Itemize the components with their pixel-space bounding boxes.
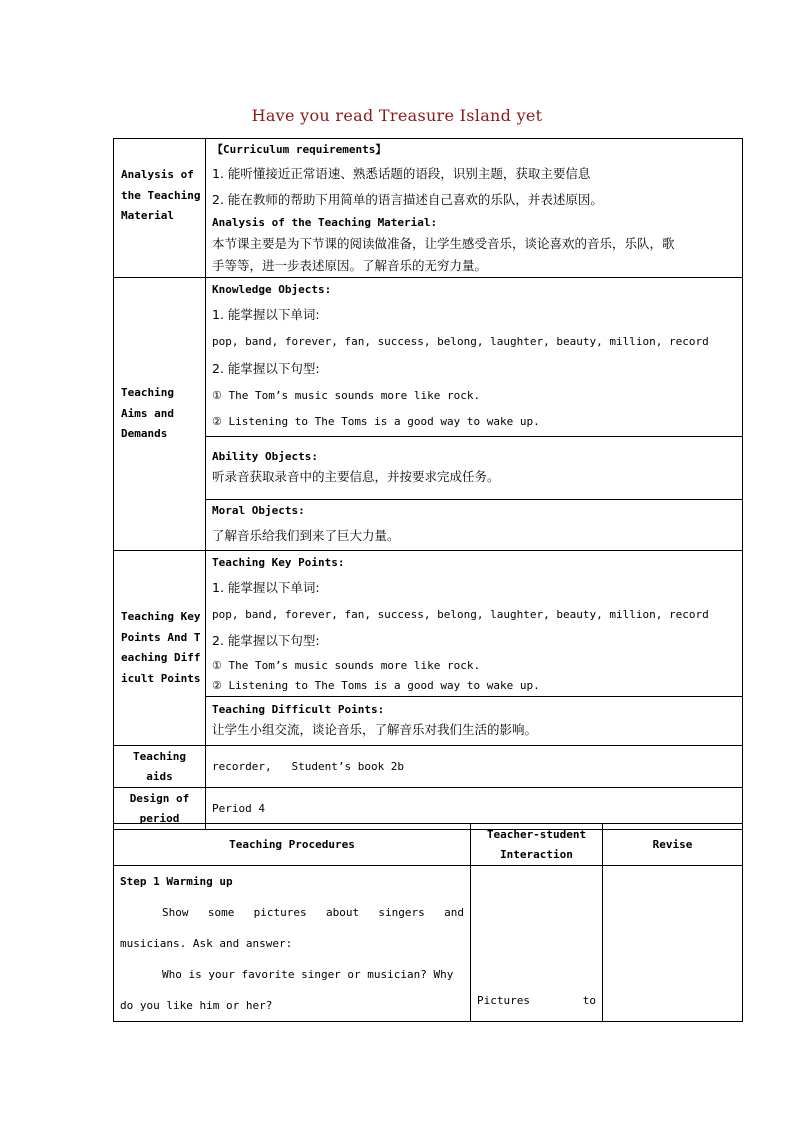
knowledge-cell xyxy=(206,278,743,437)
interaction-header-text: Teacher-student Interaction xyxy=(486,827,587,861)
step-1-line-1 xyxy=(120,892,464,934)
step-1-cell xyxy=(114,866,471,1022)
step-1-line-3: Who is your favorite singer or musician? Why xyxy=(162,968,454,981)
document-title: Have you read Treasure Island yet xyxy=(251,106,543,125)
word: about xyxy=(325,906,360,919)
word: singers xyxy=(378,906,425,919)
aids-value: recorder, Student’s book 2b xyxy=(212,759,405,773)
word: to xyxy=(582,993,596,1007)
aims-sentence-1: ① The Tom’s music sounds more like rock. xyxy=(212,389,481,402)
aims-sentence-2: ② Listening to The Toms is a good way to wake up. xyxy=(212,415,540,428)
aids-label-cell xyxy=(114,746,206,788)
aims-words: pop, band, forever, fan, success, belong, laughter, beauty, million, record xyxy=(212,335,709,348)
period-label: Design of period xyxy=(129,791,190,825)
difficult-points-cell xyxy=(206,697,743,746)
interaction-header xyxy=(471,824,603,866)
material-text-2: 手等等，进一步表述原因。了解音乐的无穷力量。 xyxy=(212,258,488,273)
lesson-plan-table xyxy=(113,138,743,830)
curriculum-item-1: 1. 能听懂接近正常语速、熟悉话题的语段，识别主题，获取主要信息 xyxy=(212,166,591,181)
moral-heading: Moral Objects: xyxy=(212,504,305,517)
word: pictures xyxy=(253,906,307,919)
moral-text: 了解音乐给我们到来了巨大力量。 xyxy=(212,528,400,543)
keypoints-label: Teaching Key Points And Teaching Difficult Points xyxy=(121,610,201,685)
step-1-revise-cell xyxy=(603,866,743,1022)
step-1-line-4: do you like him or her? xyxy=(120,999,273,1012)
word: Show xyxy=(162,906,189,919)
revise-header: Revise xyxy=(603,824,743,866)
kp-sentences-heading: 2. 能掌握以下句型: xyxy=(212,633,320,648)
material-text-1: 本节课主要是为下节课的阅读做准备，让学生感受音乐，谈论喜欢的音乐，乐队，歌 xyxy=(212,236,675,251)
difficult-heading: Teaching Difficult Points: xyxy=(212,703,385,716)
procedures-header: Teaching Procedures xyxy=(114,824,471,866)
curriculum-heading: 【Curriculum requirements】 xyxy=(212,143,387,156)
kp-sentence-1: ① The Tom’s music sounds more like rock. xyxy=(212,659,481,672)
aims-words-heading: 1. 能掌握以下单词: xyxy=(212,307,320,322)
moral-cell xyxy=(206,500,743,551)
keypoints-label-cell xyxy=(114,551,206,746)
difficult-text: 让学生小组交流，谈论音乐，了解音乐对我们生活的影响。 xyxy=(212,722,538,737)
aims-label: Teaching Aims and Demands xyxy=(121,386,174,441)
aids-value-cell xyxy=(206,746,743,788)
ability-cell xyxy=(206,437,743,500)
key-points-cell xyxy=(206,551,743,697)
aids-label: Teaching aids xyxy=(133,749,186,783)
analysis-content-cell xyxy=(206,139,743,278)
ability-text: 听录音获取录音中的主要信息，并按要求完成任务。 xyxy=(212,469,500,484)
ability-heading: Ability Objects: xyxy=(212,450,318,463)
key-points-heading: Teaching Key Points: xyxy=(212,556,345,569)
period-value: Period 4 xyxy=(212,801,265,815)
analysis-label-cell xyxy=(114,139,206,278)
step-1-line-2: musicians. Ask and answer: xyxy=(120,937,293,950)
material-heading: Analysis of the Teaching Material: xyxy=(212,216,438,229)
aims-sentences-heading: 2. 能掌握以下句型: xyxy=(212,361,320,376)
step-1-interaction-cell xyxy=(471,866,603,1022)
kp-words-heading: 1. 能掌握以下单词: xyxy=(212,580,320,595)
procedures-table xyxy=(113,823,743,1022)
interaction-text xyxy=(471,991,602,1022)
kp-sentence-2: ② Listening to The Toms is a good way to wake up. xyxy=(212,679,540,692)
word: some xyxy=(207,906,235,919)
analysis-label: Analysis of the Teaching Material xyxy=(121,168,201,222)
step-1-title: Step 1 Warming up xyxy=(120,875,233,888)
word: Pictures xyxy=(477,993,530,1007)
word: and xyxy=(444,906,464,919)
kp-words: pop, band, forever, fan, success, belong, laughter, beauty, million, record xyxy=(212,608,709,621)
knowledge-heading: Knowledge Objects: xyxy=(212,283,332,296)
aims-label-cell xyxy=(114,278,206,551)
curriculum-item-2: 2. 能在教师的帮助下用简单的语言描述自己喜欢的乐队，并表述原因。 xyxy=(212,192,603,207)
